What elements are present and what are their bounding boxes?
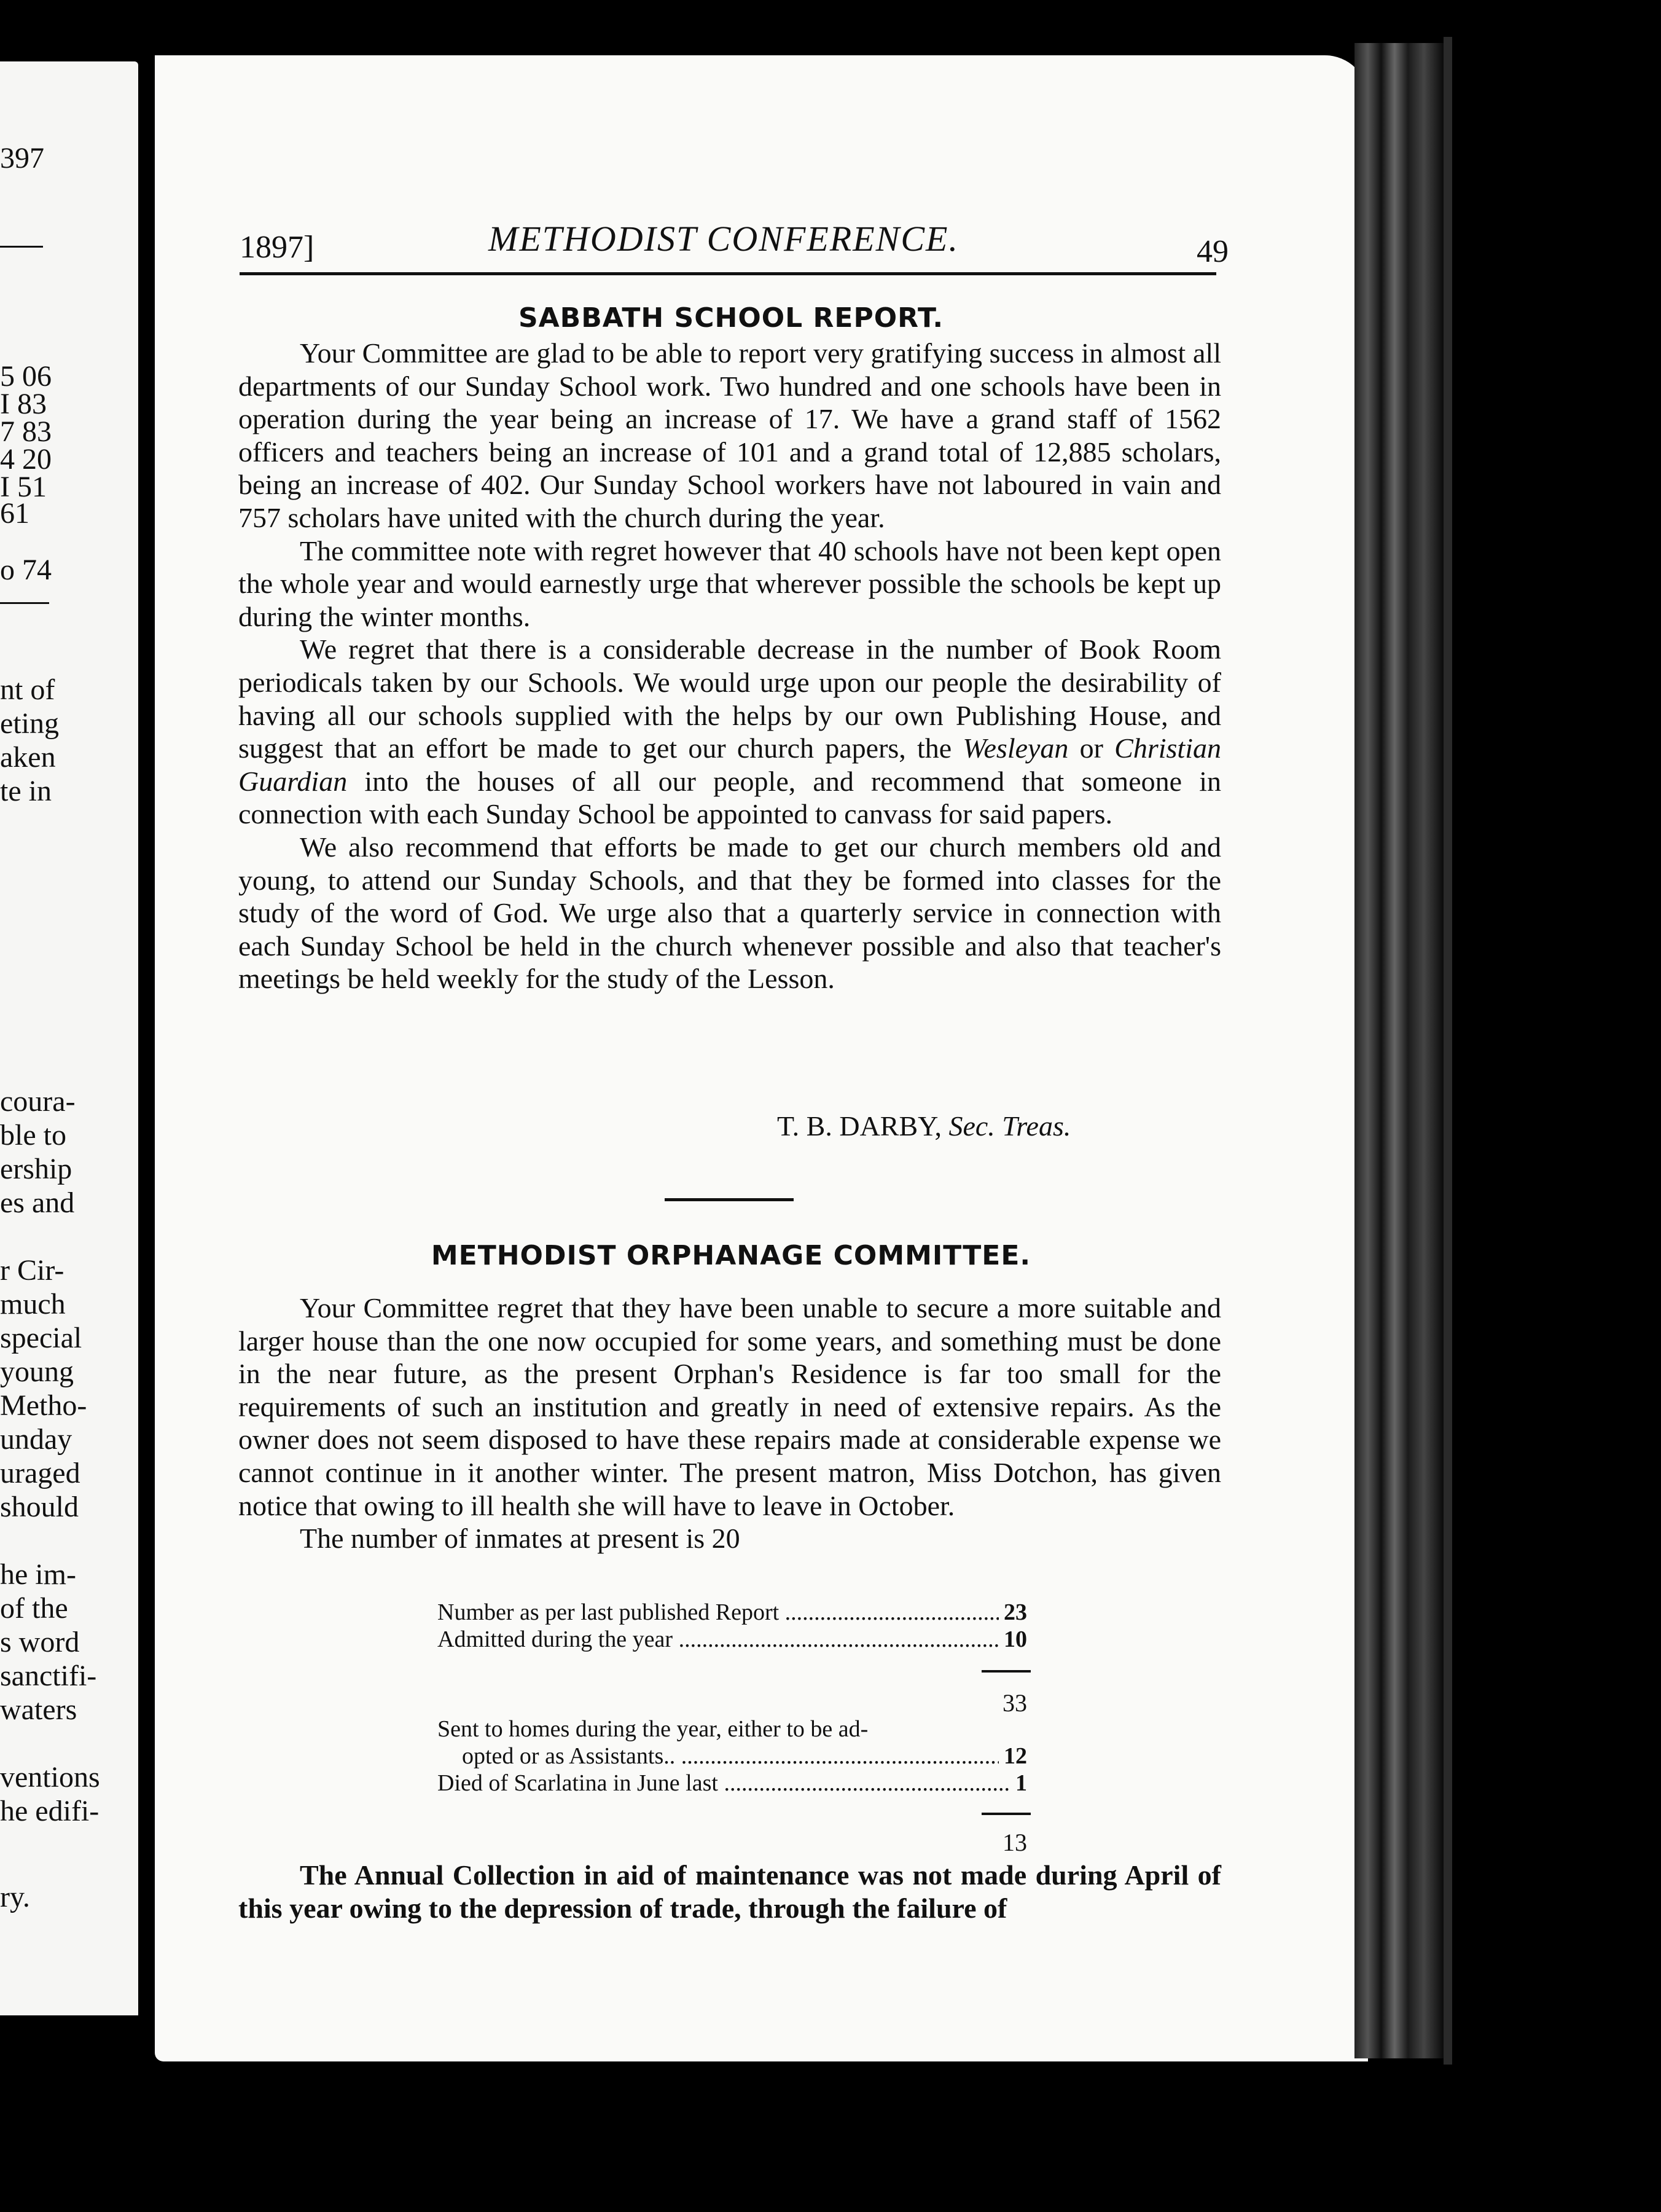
facing-page-text: 397	[0, 142, 44, 175]
facing-page-text: 4 20	[0, 443, 52, 476]
page-number: 49	[1197, 234, 1229, 269]
sabbath-heading: SABBATH SCHOOL REPORT.	[518, 302, 944, 334]
facing-page-text: o 74	[0, 554, 52, 586]
facing-page-text: ry.	[0, 1881, 30, 1913]
facing-page-text: uraged	[0, 1457, 80, 1489]
orphanage-paragraph-3: The Annual Collection in aid of maintenance was not made during April of this year owing to the depression of trade, through the failure of	[238, 1859, 1221, 1924]
running-head-title: METHODIST CONFERENCE.	[488, 219, 959, 259]
facing-page-text: sanctifi-	[0, 1660, 97, 1692]
sum-rule	[982, 1670, 1031, 1673]
table-row	[437, 1599, 1027, 1626]
orphanage-body-continued	[238, 1859, 1221, 1924]
row-label: Number as per last published Report .....	[437, 1599, 999, 1626]
signature-name: T. B. DARBY,	[777, 1110, 942, 1142]
orphanage-heading: METHODIST ORPHANAGE COMMITTEE.	[431, 1240, 1031, 1271]
row-label: Admitted during the year .....	[437, 1626, 999, 1653]
row-value: 10	[1004, 1626, 1027, 1652]
gutter	[138, 61, 157, 2015]
orphanage-paragraph-2: The number of inmates at present is 20	[300, 1523, 740, 1555]
sabbath-paragraph-2: The committee note with regret however that 40 schools have not been kept open the whole year and would earnestly urge that wherever possible the schools be kept up during the winter months.	[238, 535, 1221, 632]
facing-page-text: unday	[0, 1423, 72, 1456]
book-edge	[1354, 43, 1444, 2058]
facing-page-text: special	[0, 1322, 82, 1354]
facing-page-text: much	[0, 1288, 66, 1320]
table-row	[437, 1626, 1027, 1653]
book-edge-outer	[1444, 37, 1452, 2065]
sabbath-paragraph-4: We also recommend that efforts be made to get our church members old and young, to attend our Sunday Schools, and that they be formed into classes for the study of the word of God. We urge also that a quarterly service in connection with each Sunday School be held in the church whenever possible and also that teacher's meetings be held weekly for the study of the Lesson.	[238, 831, 1221, 995]
facing-page-text: I 83	[0, 388, 47, 420]
sum-rule	[982, 1813, 1031, 1815]
header-rule	[240, 272, 1216, 275]
facing-page-text: he edifi-	[0, 1795, 100, 1827]
section-divider	[665, 1198, 794, 1201]
subtotal-1: 33	[1002, 1689, 1027, 1717]
sabbath-p3-text-a: We regret that there is a considerable decrease in the number of Book Room periodicals taken by our Schools. We would urge upon our people the desirability of having all our schools supplied with the helps by our own Publishing House, and suggest that an effort be made to get our church papers, the	[238, 633, 1221, 764]
facing-page-text: of the	[0, 1592, 68, 1625]
facing-page-text: ventions	[0, 1761, 100, 1794]
facing-page-text: nt of	[0, 673, 55, 706]
facing-page-text: ership	[0, 1153, 72, 1185]
facing-page-text: es and	[0, 1186, 75, 1219]
facing-page-text: I 51	[0, 471, 47, 503]
facing-page-text: aken	[0, 741, 56, 774]
orphanage-body	[238, 1292, 1221, 1555]
table-note: Sent to homes during the year, either to be ad-	[437, 1716, 869, 1742]
row-label: opted or as Assistants.. .....	[462, 1743, 999, 1770]
row-value: 12	[1004, 1743, 1027, 1769]
row-value: 1	[1015, 1770, 1027, 1796]
row-label: Died of Scarlatina in June last .....	[437, 1770, 1010, 1797]
christian-guardian-title: Christian Guardian	[238, 732, 1221, 797]
facing-page-rule	[0, 602, 49, 604]
signature-title: Sec. Treas.	[948, 1110, 1071, 1142]
facing-page-text: ble to	[0, 1119, 66, 1151]
facing-page-text: coura-	[0, 1085, 76, 1118]
facing-page-text: 7 83	[0, 415, 52, 448]
table-row	[437, 1770, 1027, 1797]
running-head-year: 1897]	[240, 230, 315, 265]
facing-page-text: 61	[0, 497, 29, 530]
facing-page-text: should	[0, 1491, 79, 1523]
sabbath-paragraph-1: Your Committee are glad to be able to report very gratifying success in almost all departments of our Sunday School work. Two hundred and one schools have been in operation during the year being an increase of 17. We have a grand staff of 1562 officers and teachers being an increase of 101 and a grand total of 12,885 scholars, being an increase of 402. Our Sunday School workers have not laboured in vain and 757 scholars have united with the church during the year.	[238, 337, 1221, 533]
inmates-table-2	[437, 1716, 1027, 1797]
subtotal-2: 13	[1002, 1829, 1027, 1856]
orphanage-paragraph-1: Your Committee regret that they have been unable to secure a more suitable and larger house than the one now occupied for some years, and something must be done in the near future, as the present Orphan's Residence is far too small for the requirements of such an institution and greatly in need of extensive repairs. As the owner does not seem disposed to have these repairs made at considerable expense we cannot continue in it another winter. The present matron, Miss Dotchon, has given notice that owing to ill health she will have to leave in October.	[238, 1292, 1221, 1521]
facing-page-text: s word	[0, 1626, 80, 1658]
row-value: 23	[1004, 1599, 1027, 1625]
facing-page-text: r Cir-	[0, 1254, 64, 1287]
facing-page-text: eting	[0, 707, 59, 740]
sabbath-paragraph-3	[238, 633, 1221, 831]
facing-page-text: 5 06	[0, 360, 52, 393]
facing-page-text: young	[0, 1355, 74, 1388]
facing-page-text: Metho-	[0, 1389, 87, 1422]
facing-page-fragment	[0, 61, 138, 2015]
sabbath-p3-text-b: into the houses of all our people, and recommend that someone in connection with each Sunday School be appointed to canvass for said papers.	[238, 765, 1221, 830]
facing-page-rule	[0, 246, 43, 248]
sabbath-p3-or: or	[1068, 732, 1115, 764]
facing-page-text: waters	[0, 1693, 77, 1726]
facing-page-text: te in	[0, 775, 52, 807]
inmates-table-1	[437, 1599, 1027, 1653]
sabbath-body	[238, 337, 1221, 995]
running-head	[240, 218, 1229, 267]
wesleyan-title: Wesleyan	[963, 732, 1069, 764]
facing-page-text: he im-	[0, 1558, 76, 1591]
signature	[777, 1110, 1071, 1142]
table-row	[437, 1743, 1027, 1770]
